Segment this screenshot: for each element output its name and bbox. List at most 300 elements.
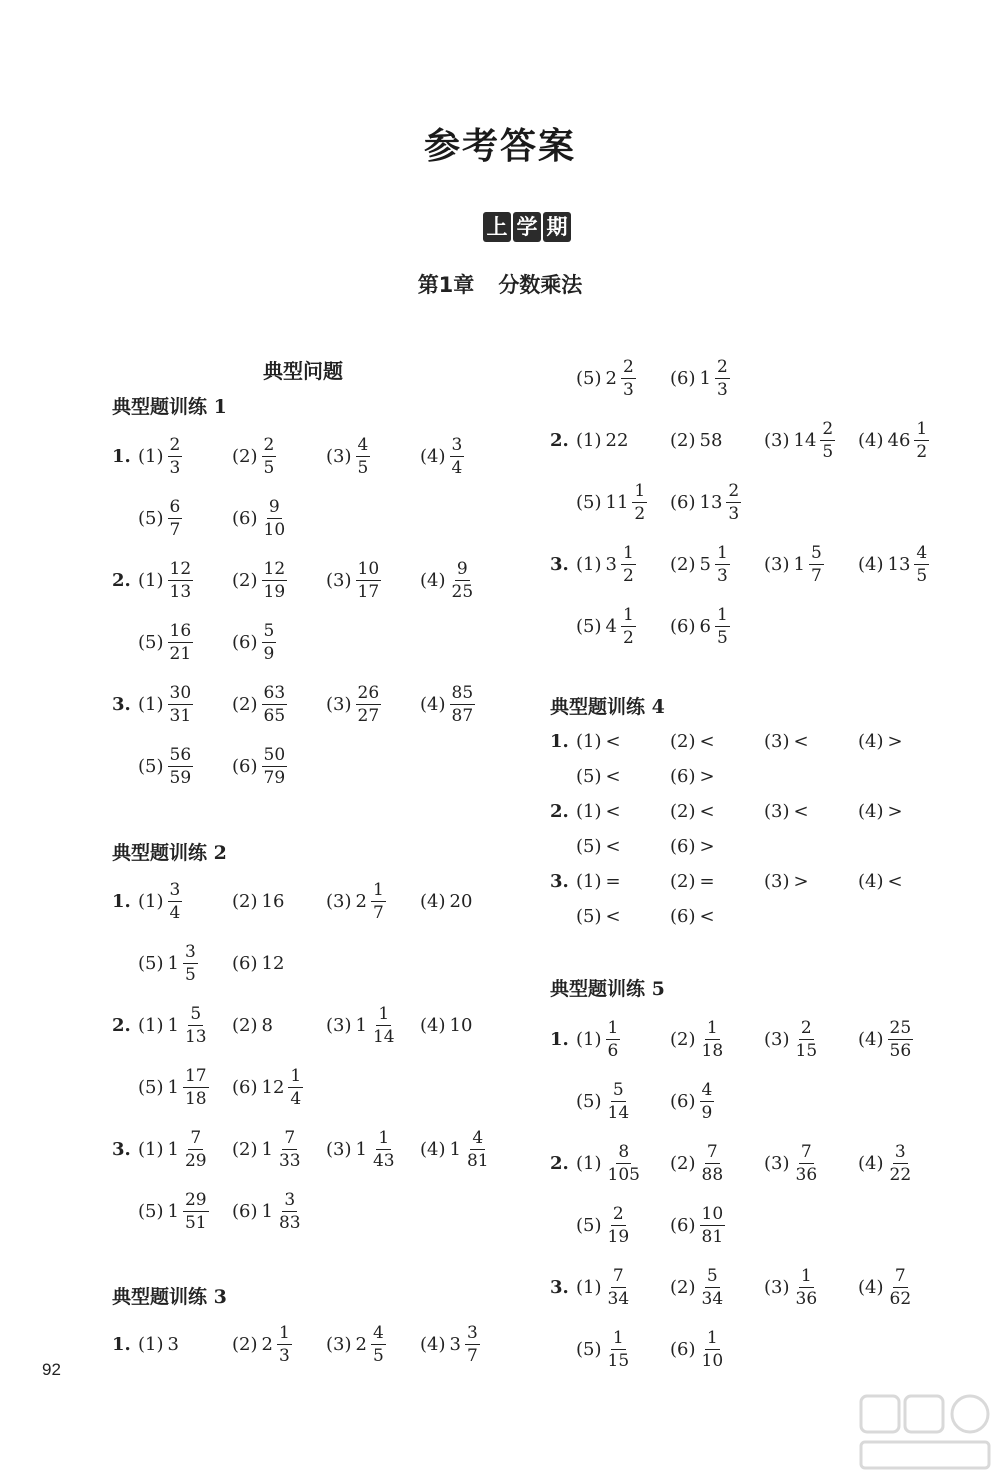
item-label: (1) — [138, 445, 164, 467]
item-label: (6) — [232, 1200, 258, 1222]
numerator: 1 — [378, 1127, 390, 1148]
answer-item — [576, 1327, 631, 1372]
numerator: 2 — [716, 356, 728, 377]
item-label: (6) — [232, 755, 258, 777]
answer-item — [576, 604, 636, 649]
answer-item — [670, 430, 726, 451]
answer-row — [112, 674, 542, 734]
question-number: 3. — [112, 693, 131, 715]
item-label: (1) — [138, 569, 164, 591]
denominator: 31 — [169, 705, 192, 726]
answer-item — [326, 682, 381, 727]
numerator: 1 — [800, 1265, 812, 1286]
answer-item — [232, 953, 288, 974]
whole-part: < — [699, 906, 715, 927]
fraction — [450, 682, 476, 727]
denominator: 2 — [916, 441, 928, 462]
answer-item — [576, 1017, 620, 1062]
answer-item — [858, 1265, 913, 1310]
answer-row — [112, 488, 542, 548]
whole-part: 1 — [167, 1138, 179, 1160]
numerator: 4 — [472, 1127, 484, 1148]
item-label: (5) — [138, 1076, 164, 1098]
denominator: 3 — [716, 379, 728, 400]
fraction — [700, 1265, 726, 1310]
numerator: 1 — [916, 418, 928, 439]
answer-item — [420, 1015, 476, 1036]
answer-row — [112, 612, 542, 672]
item-label: (2) — [670, 871, 696, 892]
numerator: 2 — [728, 480, 740, 501]
item-label: (1) — [576, 1152, 602, 1174]
item-label: (5) — [576, 1214, 602, 1236]
denominator: 27 — [357, 705, 380, 726]
item-label: (3) — [326, 1138, 352, 1160]
whole-part: < — [699, 731, 715, 752]
whole-part: 1 — [261, 1200, 273, 1222]
whole-part: 11 — [605, 491, 629, 513]
answer-item — [326, 1003, 397, 1048]
numerator: 5 — [190, 1003, 202, 1024]
denominator: 25 — [451, 581, 474, 602]
numerator: 26 — [357, 682, 380, 703]
numerator: 7 — [284, 1127, 296, 1148]
denominator: 81 — [701, 1226, 724, 1247]
whole-part: 12 — [261, 1076, 285, 1098]
fraction — [888, 1141, 914, 1186]
semester-badge — [483, 212, 571, 242]
denominator: 9 — [701, 1102, 713, 1123]
numerator: 7 — [190, 1127, 202, 1148]
answer-item — [764, 731, 813, 752]
item-label: (1) — [138, 693, 164, 715]
fraction — [262, 744, 288, 789]
denominator: 105 — [607, 1164, 640, 1185]
item-label: (1) — [576, 429, 602, 451]
denominator: 79 — [263, 767, 286, 788]
denominator: 5 — [916, 565, 928, 586]
numerator: 12 — [263, 558, 286, 579]
denominator: 19 — [607, 1226, 630, 1247]
answer-item — [138, 1189, 209, 1234]
denominator: 15 — [607, 1350, 630, 1371]
drill-title: 典型题训练 5 — [550, 978, 665, 1000]
numerator: 5 — [706, 1265, 718, 1286]
numerator: 1 — [706, 1327, 718, 1348]
item-label: (2) — [232, 890, 258, 912]
answer-item — [420, 1322, 480, 1367]
fraction — [371, 1127, 397, 1172]
item-label: (3) — [764, 553, 790, 575]
answer-item — [670, 836, 719, 857]
item-label: (3) — [764, 731, 790, 752]
whole-part: > — [887, 731, 903, 752]
item-label: (2) — [232, 1014, 258, 1036]
numerator: 85 — [451, 682, 474, 703]
numerator: 1 — [634, 480, 646, 501]
item-label: (5) — [576, 615, 602, 637]
denominator: 5 — [716, 627, 728, 648]
whole-part: < — [887, 871, 903, 892]
chapter-name: 分数乘法 — [498, 273, 583, 297]
item-label: (6) — [670, 1090, 696, 1112]
answer-item — [858, 801, 907, 822]
item-label: (4) — [858, 1028, 884, 1050]
whole-part: 1 — [167, 1014, 179, 1036]
whole-part: 2 — [605, 367, 617, 389]
fraction — [450, 434, 465, 479]
numerator: 7 — [706, 1141, 718, 1162]
whole-part: 1 — [167, 952, 179, 974]
fraction — [794, 1017, 820, 1062]
fraction — [465, 1127, 491, 1172]
item-label: (5) — [576, 491, 602, 513]
answer-item — [138, 558, 193, 603]
item-label: (6) — [232, 1076, 258, 1098]
answer-item — [420, 891, 476, 912]
numerator: 3 — [894, 1141, 906, 1162]
whole-part: 1 — [167, 1076, 179, 1098]
question-number: 1. — [112, 890, 131, 912]
whole-part: 3 — [605, 553, 617, 575]
whole-part: 13 — [699, 491, 723, 513]
item-label: (5) — [576, 766, 602, 787]
answer-item — [670, 604, 730, 649]
numerator: 3 — [184, 941, 196, 962]
whole-part: > — [793, 871, 809, 892]
question-number: 1. — [112, 445, 131, 467]
numerator: 1 — [622, 604, 634, 625]
page-title: 参考答案 — [423, 126, 576, 167]
whole-part: 13 — [887, 553, 911, 575]
fraction — [914, 418, 929, 463]
fraction — [888, 1017, 914, 1062]
fraction — [621, 542, 636, 587]
question-number: 3. — [112, 1138, 131, 1160]
denominator: 2 — [634, 503, 646, 524]
fraction — [606, 1079, 632, 1124]
denominator: 19 — [263, 581, 286, 602]
item-label: (4) — [420, 1138, 446, 1160]
denominator: 4 — [290, 1088, 302, 1109]
numerator: 2 — [622, 356, 634, 377]
answer-row — [550, 724, 980, 759]
item-label: (3) — [764, 1152, 790, 1174]
answer-item — [764, 542, 824, 587]
fraction — [168, 558, 194, 603]
denominator: 17 — [357, 581, 380, 602]
answer-item — [670, 356, 730, 401]
item-label: (2) — [232, 569, 258, 591]
question-number: 3. — [550, 871, 569, 892]
answer-item — [576, 356, 636, 401]
numerator: 4 — [916, 542, 928, 563]
fraction — [606, 1265, 632, 1310]
item-label: (3) — [326, 1333, 352, 1355]
answer-item — [232, 1015, 277, 1036]
whole-part: > — [699, 766, 715, 787]
answer-row — [550, 1009, 980, 1069]
whole-part: 2 — [261, 1333, 273, 1355]
whole-part: 12 — [261, 952, 285, 974]
question-number: 2. — [112, 1014, 131, 1036]
numerator: 2 — [822, 418, 834, 439]
numerator: 12 — [169, 558, 192, 579]
whole-part: 1 — [449, 1138, 461, 1160]
item-label: (6) — [670, 906, 696, 927]
answer-item — [232, 1127, 303, 1172]
item-label: (3) — [764, 1276, 790, 1298]
fraction — [606, 1141, 642, 1186]
denominator: 59 — [169, 767, 192, 788]
denominator: 10 — [701, 1350, 724, 1371]
answer-item — [670, 801, 719, 822]
fraction — [888, 1265, 914, 1310]
numerator: 6 — [169, 496, 181, 517]
whole-part: 1 — [699, 367, 711, 389]
answer-row — [112, 1057, 542, 1117]
drill-title: 典型题训练 1 — [112, 396, 227, 418]
numerator: 5 — [263, 620, 275, 641]
whole-part: 1 — [167, 1200, 179, 1222]
fraction — [465, 1322, 480, 1367]
answer-item — [670, 1079, 714, 1124]
fraction — [820, 418, 835, 463]
numerator: 63 — [263, 682, 286, 703]
denominator: 10 — [263, 519, 286, 540]
fraction — [371, 1003, 397, 1048]
fraction — [632, 480, 647, 525]
question-number: 2. — [550, 801, 569, 822]
answer-item — [858, 1017, 913, 1062]
answer-item — [670, 1265, 725, 1310]
whole-part: 6 — [699, 615, 711, 637]
semester-char: 学 — [513, 212, 541, 242]
denominator: 7 — [466, 1345, 478, 1366]
numerator: 3 — [466, 1322, 478, 1343]
answer-item — [138, 1065, 209, 1110]
item-label: (4) — [858, 731, 884, 752]
item-label: (6) — [232, 952, 258, 974]
fraction — [262, 434, 277, 479]
chapter-heading — [0, 269, 1000, 299]
answer-item — [138, 1127, 209, 1172]
item-label: (1) — [138, 890, 164, 912]
whole-part: 46 — [887, 429, 911, 451]
fraction — [606, 1203, 632, 1248]
item-label: (4) — [858, 871, 884, 892]
whole-part: < — [699, 801, 715, 822]
answer-row — [112, 1314, 542, 1374]
item-label: (5) — [576, 906, 602, 927]
answer-item — [326, 558, 381, 603]
fraction — [262, 558, 288, 603]
answer-row — [550, 1071, 980, 1131]
numerator: 1 — [716, 542, 728, 563]
drill-title: 典型题训练 2 — [112, 842, 227, 864]
answer-item — [232, 620, 276, 665]
denominator: 15 — [795, 1040, 818, 1061]
whole-part: 1 — [261, 1138, 273, 1160]
whole-part: 1 — [355, 1138, 367, 1160]
item-label: (6) — [670, 491, 696, 513]
item-label: (4) — [420, 1014, 446, 1036]
fraction — [606, 1327, 632, 1372]
answer-item — [326, 1322, 386, 1367]
denominator: 5 — [822, 441, 834, 462]
item-label: (6) — [670, 836, 696, 857]
item-label: (3) — [326, 693, 352, 715]
numerator: 4 — [357, 434, 369, 455]
answer-item — [138, 744, 193, 789]
answer-item — [576, 1265, 631, 1310]
item-label: (5) — [576, 1338, 602, 1360]
item-label: (6) — [670, 615, 696, 637]
denominator: 5 — [357, 457, 369, 478]
fraction — [621, 604, 636, 649]
whole-part: 58 — [699, 429, 723, 451]
item-label: (5) — [138, 507, 164, 529]
answer-row — [112, 736, 542, 796]
answer-item — [232, 1065, 303, 1110]
numerator: 16 — [169, 620, 192, 641]
denominator: 6 — [607, 1040, 619, 1061]
item-label: (6) — [232, 507, 258, 529]
fraction — [262, 620, 277, 665]
answer-item — [764, 1017, 819, 1062]
question-number: 2. — [550, 1152, 569, 1174]
item-label: (5) — [576, 1090, 602, 1112]
denominator: 18 — [184, 1088, 207, 1109]
item-label: (3) — [326, 569, 352, 591]
item-label: (3) — [764, 801, 790, 822]
answer-row — [550, 1133, 980, 1193]
denominator: 13 — [169, 581, 192, 602]
answer-item — [764, 418, 835, 463]
answer-row — [550, 1319, 980, 1379]
whole-part: 3 — [167, 1333, 179, 1355]
whole-part: < — [605, 801, 621, 822]
fraction — [356, 558, 382, 603]
item-label: (3) — [326, 1014, 352, 1036]
answer-row — [550, 899, 980, 934]
item-label: (3) — [326, 445, 352, 467]
whole-part: = — [605, 871, 621, 892]
whole-part: < — [605, 836, 621, 857]
item-label: (1) — [576, 731, 602, 752]
denominator: 5 — [372, 1345, 384, 1366]
answer-item — [576, 836, 625, 857]
fraction — [168, 434, 183, 479]
denominator: 3 — [716, 565, 728, 586]
denominator: 34 — [701, 1288, 724, 1309]
answer-row — [112, 871, 542, 931]
question-number: 1. — [550, 731, 569, 752]
fraction — [700, 1141, 726, 1186]
answer-item — [576, 430, 632, 451]
whole-part: = — [699, 871, 715, 892]
item-label: (5) — [138, 755, 164, 777]
numerator: 8 — [618, 1141, 630, 1162]
answer-item — [232, 682, 287, 727]
answer-item — [576, 906, 625, 927]
item-label: (3) — [764, 429, 790, 451]
fraction — [277, 1127, 303, 1172]
denominator: 4 — [451, 457, 463, 478]
answer-row — [550, 794, 980, 829]
item-label: (4) — [858, 1152, 884, 1174]
item-label: (6) — [670, 367, 696, 389]
denominator: 3 — [169, 457, 181, 478]
answer-row — [112, 426, 542, 486]
whole-part: 1 — [355, 1014, 367, 1036]
fraction — [262, 496, 288, 541]
numerator: 3 — [451, 434, 463, 455]
whole-part: 20 — [449, 890, 473, 912]
fraction — [700, 1017, 726, 1062]
item-label: (2) — [670, 1028, 696, 1050]
answer-item — [420, 434, 464, 479]
fraction — [371, 1322, 386, 1367]
answer-item — [764, 871, 813, 892]
answer-item — [138, 434, 182, 479]
fraction — [621, 356, 636, 401]
page-number: 92 — [42, 1360, 61, 1379]
answer-item — [420, 682, 475, 727]
numerator: 7 — [894, 1265, 906, 1286]
numerator: 1 — [372, 879, 384, 900]
answer-item — [670, 766, 719, 787]
fraction — [726, 480, 741, 525]
item-label: (4) — [420, 693, 446, 715]
denominator: 3 — [278, 1345, 290, 1366]
whole-part: > — [699, 836, 715, 857]
item-label: (5) — [138, 952, 164, 974]
watermark-logo — [855, 1390, 995, 1475]
item-label: (3) — [764, 871, 790, 892]
item-label: (1) — [576, 1028, 602, 1050]
denominator: 7 — [372, 902, 384, 923]
item-label: (3) — [326, 890, 352, 912]
answer-row — [550, 1195, 980, 1255]
fraction — [914, 542, 929, 587]
answer-item — [232, 744, 287, 789]
answer-item — [232, 1189, 303, 1234]
item-label: (4) — [420, 569, 446, 591]
denominator: 65 — [263, 705, 286, 726]
numerator: 1 — [607, 1017, 619, 1038]
item-label: (1) — [576, 871, 602, 892]
answer-item — [232, 558, 287, 603]
numerator: 4 — [372, 1322, 384, 1343]
answer-item — [576, 801, 625, 822]
answer-row — [550, 1257, 980, 1317]
question-number: 3. — [550, 1276, 569, 1298]
answer-item — [138, 879, 182, 924]
fraction — [606, 1017, 621, 1062]
drill-title: 典型题训练 4 — [550, 696, 665, 718]
whole-part: 16 — [261, 890, 285, 912]
answer-item — [858, 731, 907, 752]
fraction — [700, 1203, 726, 1248]
fraction — [700, 1327, 726, 1372]
numerator: 7 — [800, 1141, 812, 1162]
answer-item — [858, 542, 929, 587]
numerator: 25 — [889, 1017, 912, 1038]
fraction — [288, 1065, 303, 1110]
drill-title: 典型题训练 3 — [112, 1286, 227, 1308]
numerator: 1 — [622, 542, 634, 563]
